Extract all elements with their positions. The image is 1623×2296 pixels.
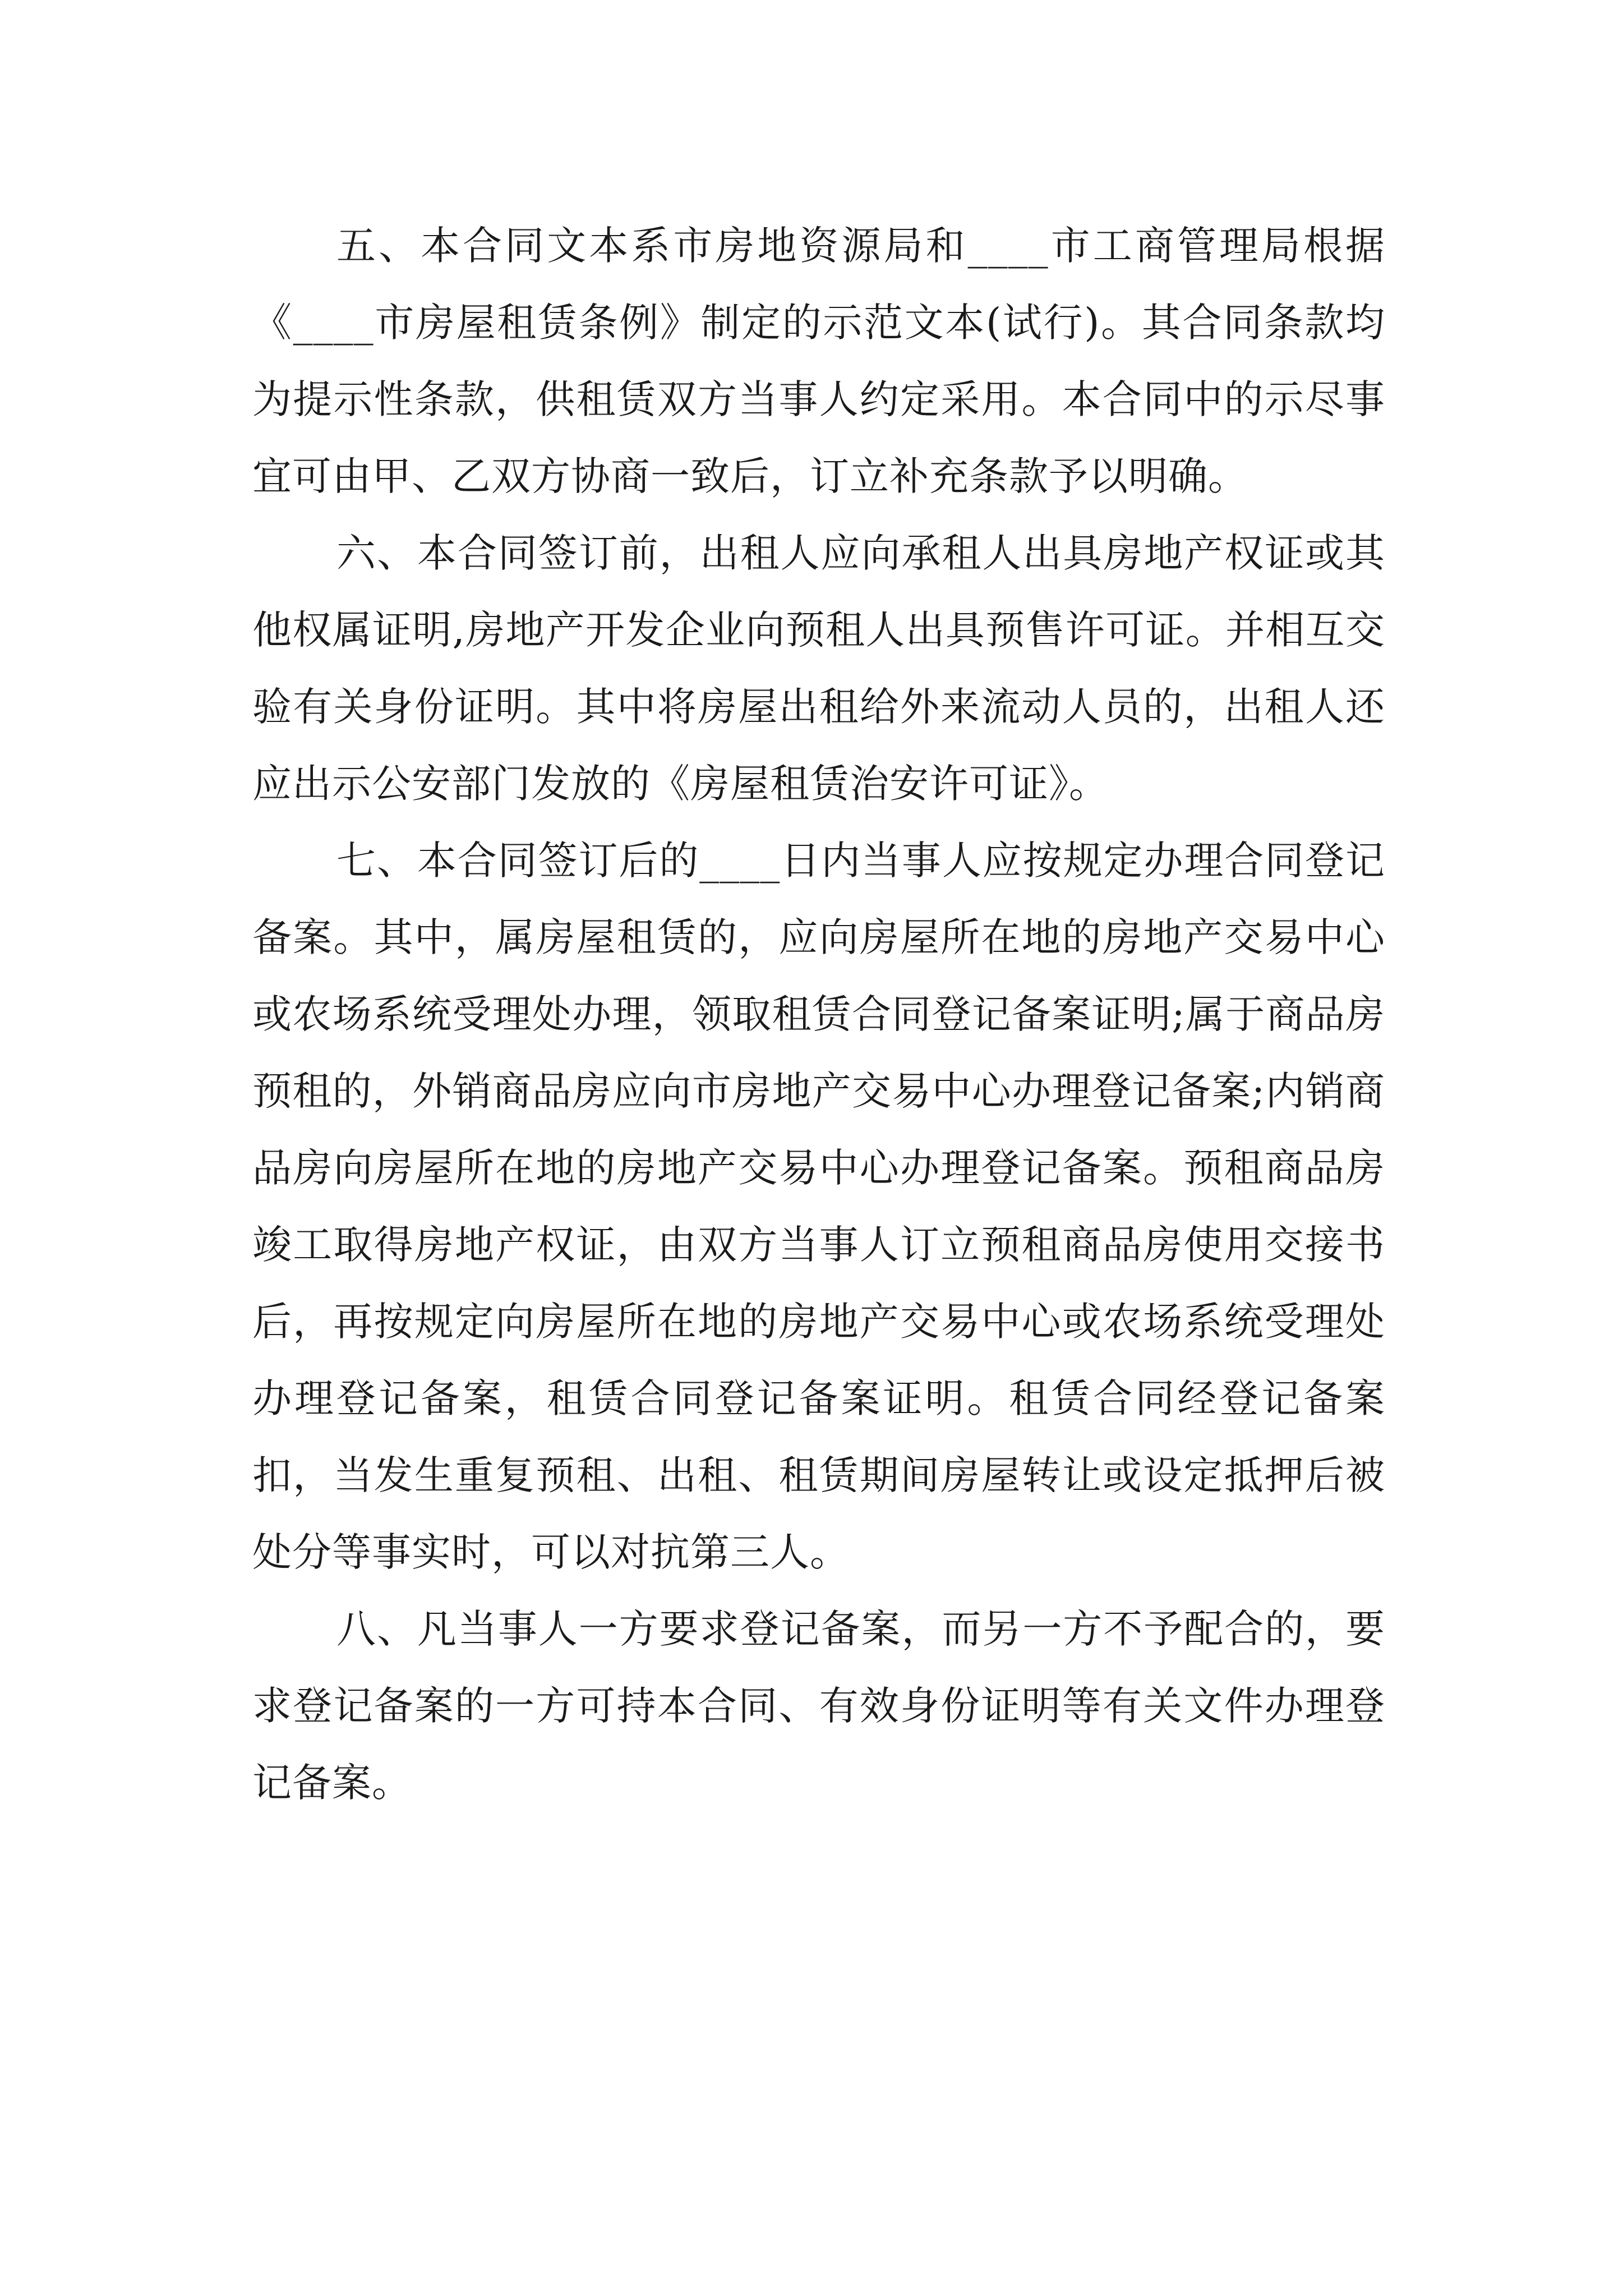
paragraph-clause-5: 五、本合同文本系市房地资源局和____市工商管理局根据《____市房屋租赁条例》制定的示范文本(试行)。其合同条款均为提示性条款，供租赁双方当事人约定采用。本合同中的示尽事宜可由甲、乙双方协商一致后，订立补充条款予以明确。	[252, 223, 1385, 499]
paragraph-clause-8: 八、凡当事人一方要求登记备案，而另一方不予配合的，要求登记备案的一方可持本合同、有效身份证明等有关文件办理登记备案。	[252, 1606, 1385, 1806]
paragraph-clause-7: 七、本合同签订后的____日内当事人应按规定办理合同登记备案。其中，属房屋租赁的，应向房屋所在地的房地产交易中心或农场系统受理处办理，领取租赁合同登记备案证明;属于商品房预租的，外销商品房应向市房地产交易中心办理登记备案;内销商品房向房屋所在地的房地产交易中心办理登记备案。预租商品房竣工取得房地产权证，由双方当事人订立预租商品房使用交接书后，再按规定向房屋所在地的房地产交易中心或农场系统受理处办理登记备案，租赁合同登记备案证明。租赁合同经登记备案扣，当发生重复预租、出租、租赁期间房屋转让或设定抵押后被处分等事实时，可以对抗第三人。	[252, 838, 1385, 1575]
paragraph-clause-6: 六、本合同签订前，出租人应向承租人出具房地产权证或其他权属证明,房地产开发企业向预租人出具预售许可证。并相互交验有关身份证明。其中将房屋出租给外来流动人员的，出租人还应出示公安部门发放的《房屋租赁治安许可证》。	[252, 530, 1385, 807]
document-body	[252, 208, 1385, 1821]
